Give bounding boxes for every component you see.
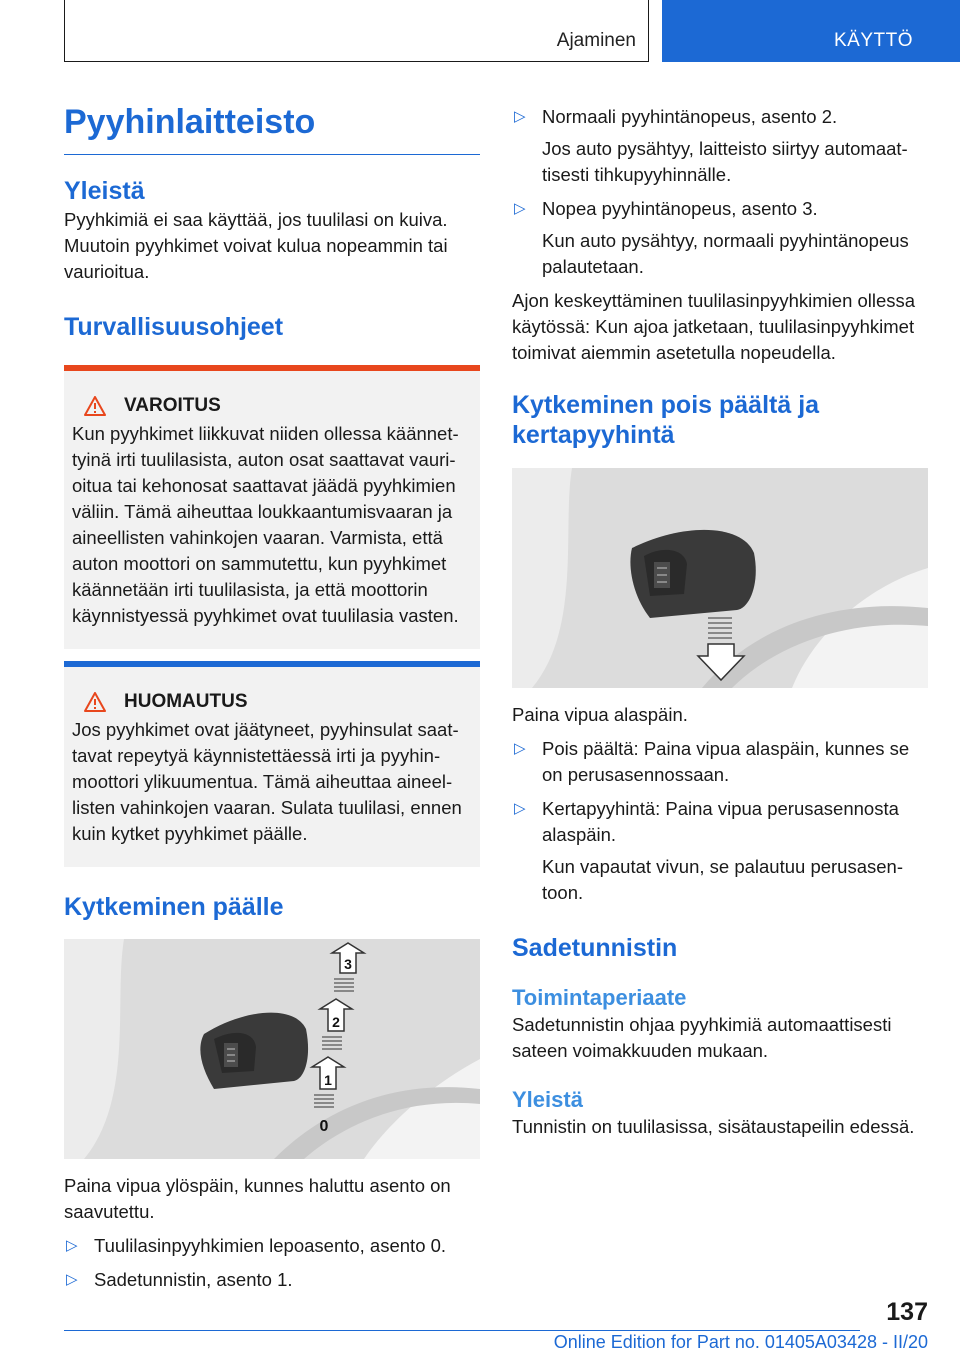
wiper-lever-up-illustration bbox=[64, 939, 480, 1159]
position-label-0: 0 bbox=[319, 1118, 329, 1135]
triangle-bullet-icon: ▷ bbox=[66, 1271, 78, 1288]
switch-off-list bbox=[512, 736, 928, 906]
warning-triangle-icon bbox=[84, 692, 106, 712]
heading-safety: Turvallisuusohjeet bbox=[64, 313, 284, 341]
heading-switch-on: Kytkeminen päälle bbox=[64, 893, 284, 921]
list-item bbox=[512, 104, 928, 188]
heading-rain-sensor: Sadetunnistin bbox=[512, 934, 678, 962]
list-item-text: Normaali pyyhintänopeus, asento 2. bbox=[542, 106, 838, 127]
list-item-subtext: Kun vapautat vivun, se palautuu perusasentoon. bbox=[542, 856, 904, 903]
heading-switch-off: Kytkeminen pois päältä ja kertapyyhintä bbox=[512, 391, 820, 449]
header-chapter-box bbox=[662, 0, 960, 62]
list-item bbox=[512, 796, 928, 906]
list-item bbox=[64, 1233, 480, 1259]
wiper-lever-down-illustration bbox=[512, 468, 928, 688]
triangle-bullet-icon: ▷ bbox=[514, 108, 526, 125]
page-title: Pyyhinlaitteisto bbox=[64, 100, 480, 155]
header-chapter-label: KÄYTTÖ bbox=[834, 30, 914, 51]
triangle-bullet-icon: ▷ bbox=[514, 800, 526, 817]
principle-text: Sadetunnistin ohjaa pyyhkimiä automaattisesti sateen voimakkuuden mukaan. bbox=[512, 1014, 892, 1061]
header-section-box bbox=[64, 0, 649, 62]
switch-off-text: Paina vipua alaspäin. bbox=[512, 704, 688, 725]
heading-principle: Toimintaperiaate bbox=[512, 985, 687, 1010]
wiper-lever-up-image bbox=[64, 939, 480, 1159]
list-item bbox=[64, 1267, 480, 1293]
notice-title-row bbox=[72, 691, 468, 713]
list-item-subtext: Kun auto pysähtyy, normaali pyyhintänopeus palautetaan. bbox=[542, 230, 909, 277]
position-label-1: 1 bbox=[324, 1072, 332, 1088]
page-number: 137 bbox=[886, 1298, 928, 1326]
warning-title: VAROITUS bbox=[124, 395, 221, 416]
header-section-label: Ajaminen bbox=[556, 30, 636, 51]
switch-on-text: Paina vipua ylöspäin, kunnes haluttu asento on saavutettu. bbox=[64, 1175, 451, 1222]
general-text: Pyyhkimiä ei saa käyttää, jos tuulilasi on kuiva. Muutoin pyyhkimet voivat kulua nopeammin tai vaurioitua. bbox=[64, 209, 448, 282]
speed-list bbox=[512, 104, 928, 280]
interrupt-text: Ajon keskeyttäminen tuulilasinpyyhkimien ollessa käytössä: Kun ajoa jatketaan, tuulilasinpyyhkimet toimivat aiemmin asetetulla nopeudella. bbox=[512, 290, 916, 363]
list-item-text: Kertapyyhintä: Paina vipua perusasennosta alaspäin. bbox=[542, 798, 899, 845]
general2-text: Tunnistin on tuulilasissa, sisätaustapeilin edessä. bbox=[512, 1116, 915, 1137]
left-column bbox=[64, 100, 480, 1301]
position-label-3: 3 bbox=[344, 956, 352, 972]
notice-box bbox=[64, 661, 480, 867]
triangle-bullet-icon: ▷ bbox=[66, 1237, 78, 1254]
switch-on-list bbox=[64, 1233, 480, 1293]
list-item bbox=[512, 196, 928, 280]
position-label-2: 2 bbox=[332, 1014, 340, 1030]
notice-text: Jos pyyhkimet ovat jäätyneet, pyyhinsulat saattavat repeytyä käynnistettäessä irti ja pyyhinmoottori ylikuumentua. Tämä aiheuttaa aineellisten vahinkojen vaaran. Sulata tuulilasi, ennen kuin kytket pyyhkimet päälle. bbox=[72, 719, 462, 844]
footer-edition: Online Edition for Part no. 01405A03428 - II/20 bbox=[553, 1332, 928, 1352]
warning-text: Kun pyyhkimet liikkuvat niiden ollessa käännettyinä irti tuulilasista, auton osat saattavat vaurioitua tai kehonosat saattavat jäädä pyyhkimien väliin. Tämä aiheuttaa loukkaantumisvaaran ja aineellisten vahinkojen vaaran. Varmista, että auton moottori on sammutettu, kun pyyhkimet käännetään irti tuulilasista, ja että moottorin käynnistyessä pyyhkimet ovat tuulilasia vasten. bbox=[72, 423, 459, 626]
notice-title: HUOMAUTUS bbox=[124, 691, 248, 712]
warning-triangle-icon bbox=[84, 396, 106, 416]
list-item-text: Tuulilasinpyyhkimien lepoasento, asento 0. bbox=[94, 1235, 447, 1256]
list-item-text: Pois päältä: Paina vipua alaspäin, kunnes se on perusasennossaan. bbox=[542, 738, 910, 785]
wiper-lever-down-image bbox=[512, 468, 928, 688]
right-column bbox=[512, 104, 928, 1140]
heading-general-2: Yleistä bbox=[512, 1087, 583, 1112]
footer-divider bbox=[64, 1330, 860, 1331]
list-item bbox=[512, 736, 928, 788]
triangle-bullet-icon: ▷ bbox=[514, 200, 526, 217]
list-item-text: Sadetunnistin, asento 1. bbox=[94, 1269, 293, 1290]
triangle-bullet-icon: ▷ bbox=[514, 740, 526, 757]
warning-title-row bbox=[72, 395, 468, 417]
list-item-text: Nopea pyyhintänopeus, asento 3. bbox=[542, 198, 818, 219]
heading-general: Yleistä bbox=[64, 177, 145, 205]
warning-box bbox=[64, 365, 480, 649]
list-item-subtext: Jos auto pysähtyy, laitteisto siirtyy automaattisesti tihkupyyhinnälle. bbox=[542, 138, 908, 185]
